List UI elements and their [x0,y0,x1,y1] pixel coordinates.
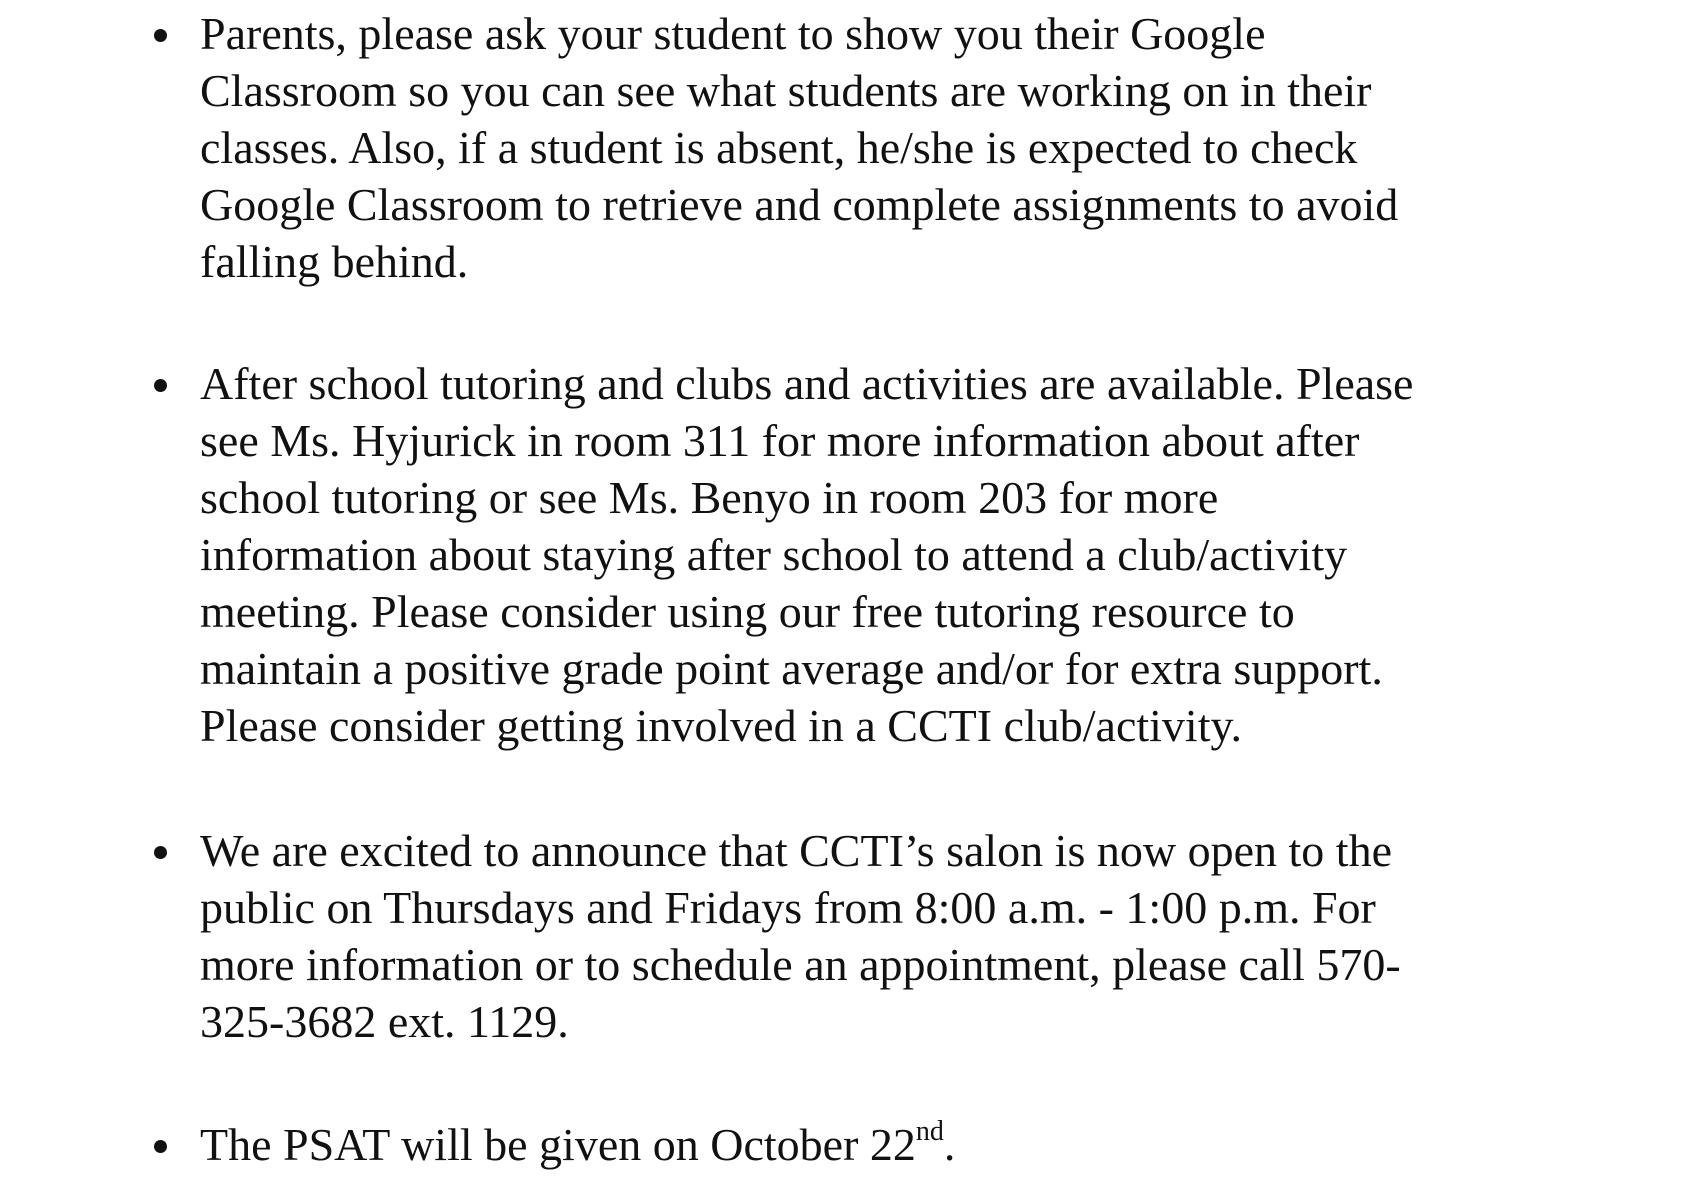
text-line: information about staying after school to attend a club/activity [200,529,1348,580]
bullet-point-icon [154,1140,167,1153]
text-line [200,1116,1620,1173]
psat-text: The PSAT will be given on October 22 [200,1119,916,1170]
bullet-point-icon [154,846,167,859]
psat-period: . [943,1119,956,1170]
text-line: We are excited to announce that CCTI’s salon is now open to the [200,825,1392,876]
text-line: school tutoring or see Ms. Benyo in room 203 for more [200,472,1219,523]
text-line: 325-3682 ext. 1129. [200,996,569,1047]
ordinal-suffix: nd [915,1115,944,1147]
text-line: see Ms. Hyjurick in room 311 for more information about after [200,415,1360,466]
text-line: public on Thursdays and Fridays from 8:00 a.m. - 1:00 p.m. For [200,882,1376,933]
text-line: Parents, please ask your student to show you their Google [200,8,1266,59]
bullet-point-icon [154,379,167,392]
text-line: Please consider getting involved in a CCTI club/activity. [200,700,1243,751]
text-line: Classroom so you can see what students are working on in their [200,65,1372,116]
bullet-text [200,5,1620,290]
bullet-text [200,822,1620,1050]
text-line: Google Classroom to retrieve and complete assignments to avoid [200,179,1399,230]
text-line: more information or to schedule an appointment, please call 570- [200,939,1401,990]
bullet-text [200,1116,1620,1173]
text-line: falling behind. [200,236,469,287]
text-line: After school tutoring and clubs and activities are available. Please [200,358,1414,409]
text-line: meeting. Please consider using our free tutoring resource to [200,586,1295,637]
bullet-text [200,355,1620,754]
text-line: maintain a positive grade point average and/or for extra support. [200,643,1383,694]
text-line: classes. Also, if a student is absent, he/she is expected to check [200,122,1358,173]
bullet-point-icon [154,29,167,42]
